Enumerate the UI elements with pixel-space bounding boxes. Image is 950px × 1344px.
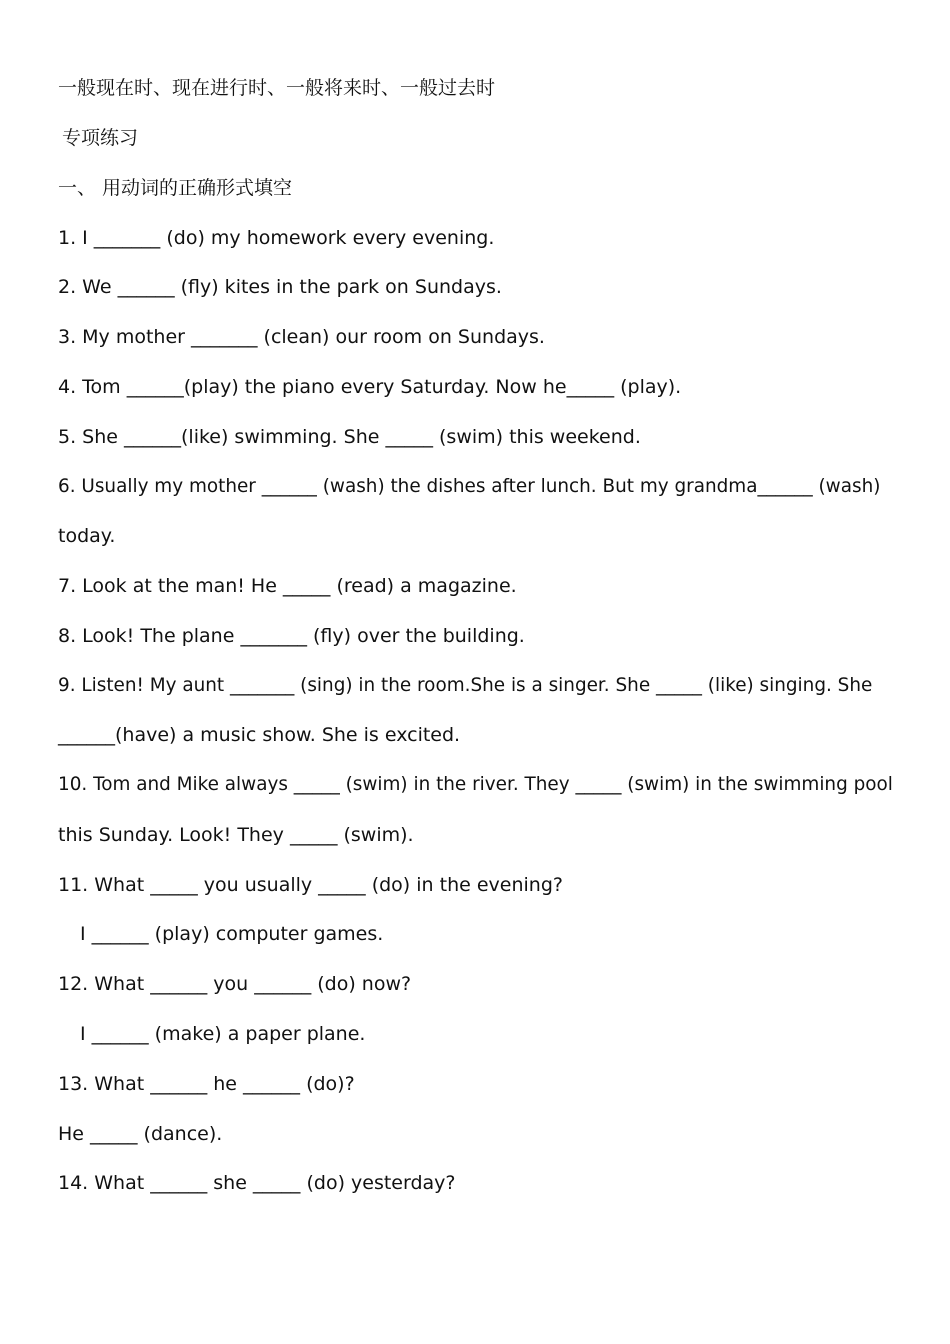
exercise-line: 6. Usually my mother ______ (wash) the dishes after lunch. But my grandma______ (wash) [58, 476, 881, 497]
exercise-line-continuation: today. [58, 525, 116, 547]
exercise-line: 12. What ______ you ______ (do) now? [58, 973, 412, 995]
exercise-line: 10. Tom and Mike always _____ (swim) in the river. They _____ (swim) in the swimming pool [58, 774, 893, 795]
exercise-line: 3. My mother _______ (clean) our room on Sundays. [58, 326, 545, 348]
exercise-line: 8. Look! The plane _______ (fly) over the building. [58, 625, 525, 647]
doc-title: 一般现在时、现在进行时、一般将来时、一般过去时 [58, 77, 496, 99]
exercise-answer-line: I ______ (play) computer games. [80, 923, 384, 945]
section-heading: 一、 用动词的正确形式填空 [58, 177, 293, 199]
exercise-line: 13. What ______ he ______ (do)? [58, 1073, 355, 1095]
exercise-line: 1. I _______ (do) my homework every evening. [58, 227, 495, 249]
exercise-line: 9. Listen! My aunt _______ (sing) in the room.She is a singer. She _____ (like) singing. She [58, 675, 873, 696]
exercise-line: 2. We ______ (fly) kites in the park on Sundays. [58, 276, 502, 298]
exercise-line: 14. What ______ she _____ (do) yesterday? [58, 1172, 456, 1194]
exercise-line-continuation: this Sunday. Look! They _____ (swim). [58, 824, 414, 846]
exercise-answer-line: I ______ (make) a paper plane. [80, 1023, 366, 1045]
exercise-line: 7. Look at the man! He _____ (read) a magazine. [58, 575, 517, 597]
exercise-line: 11. What _____ you usually _____ (do) in the evening? [58, 874, 563, 896]
exercise-line: 5. She ______(like) swimming. She _____ (swim) this weekend. [58, 426, 641, 448]
doc-subtitle: 专项练习 [62, 127, 139, 149]
exercise-answer-line: He _____ (dance). [58, 1123, 223, 1145]
exercise-line: 4. Tom ______(play) the piano every Saturday. Now he_____ (play). [58, 376, 682, 398]
exercise-line-continuation: ______(have) a music show. She is excited. [58, 724, 461, 746]
